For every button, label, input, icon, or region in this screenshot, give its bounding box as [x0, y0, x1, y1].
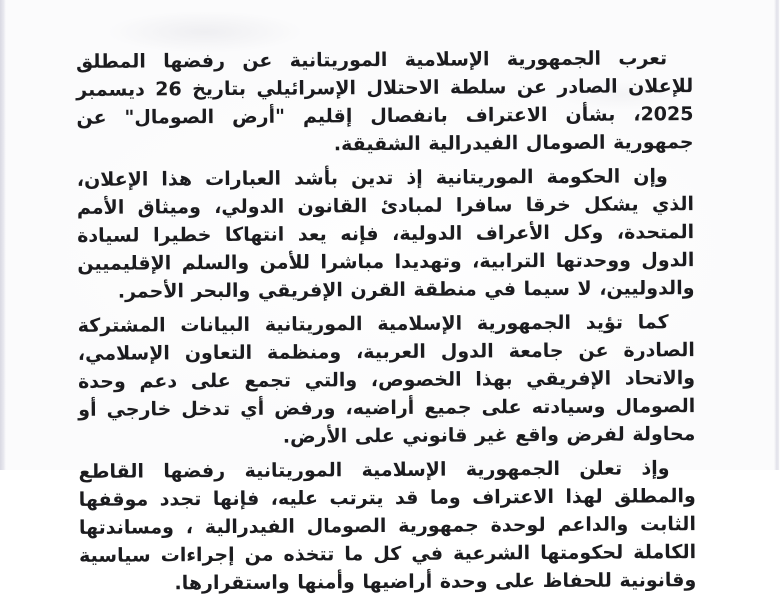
paper-right-edge [774, 0, 779, 470]
paper-left-edge [0, 0, 6, 470]
statement-body [76, 44, 696, 604]
statement-paragraph-2: وإن الحكومة الموريتانية إذ تدين بأشد العبارات هذا الإعلان، الذي يشكل خرقا سافرا لمبادئ القانون الدولي، وميثاق الأمم المتحدة، وكل الأعراف الدولية، فإنه يعد انتهاكا خطيرا لسيادة الدول ووحدتها الترابية، وتهديدا مباشرا للأمن والسلم الإقليميين والدوليين، لا سيما في منطقة القرن الإفريقي والبحر الأحمر. [76, 165, 695, 303]
statement-paragraph-1: تعرب الجمهورية الإسلامية الموريتانية عن رفضها المطلق للإعلان الصادر عن سلطة الاحتلال الإسرائيلي بتاريخ 26 ديسمبر 2025، بشأن الاعتراف بانفصال إقليم "أرض الصومال" عن جمهورية الصومال الفيدرالية الشقيقة. [76, 47, 694, 156]
statement-paragraph-3: كما تؤيد الجمهورية الإسلامية الموريتانية البيانات المشتركة الصادرة عن جامعة الدول العربية، ومنظمة التعاون الإسلامي، والاتحاد الإفريقي بهذا الخصوص، والتي تجمع على دعم وحدة الصومال وسيادته على جميع أراضيه، ورفض أي تدخل خارجي أو محاولة لفرض واقع غير قانوني على الأرض. [77, 311, 696, 448]
statement-paragraph-4: وإذ تعلن الجمهورية الإسلامية الموريتانية رفضها القاطع والمطلق لهذا الاعتراف وما قد يترتب عليه، فإنها تجدد موقفها الثابت والداعم لوحدة جمهورية الصومال الفيدرالية ، ومساندتها الكاملة لحكومتها الشرعية في كل ما تتخذه من إجراءات سياسية وقانونية للحفاظ على وحدة أراضيها وأمنها واستقرارها. [78, 457, 697, 595]
